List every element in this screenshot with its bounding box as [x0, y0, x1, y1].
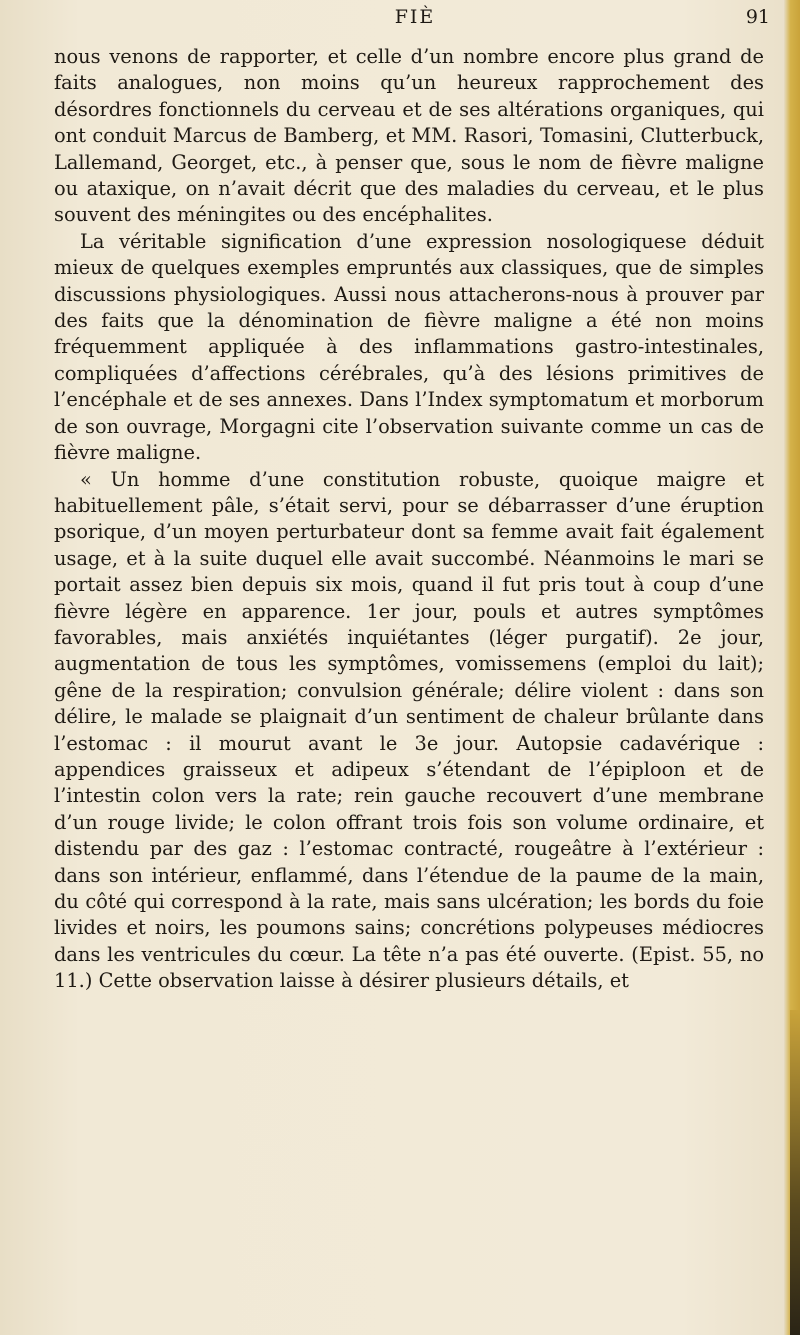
page-number: 91	[745, 6, 770, 28]
body-text	[54, 44, 764, 995]
page-edge-shadow	[790, 1010, 800, 1335]
paragraph-1: nous venons de rapporter, et celle d’un nombre encore plus grand de faits analogues, non moins qu’un heureux rapprochement des désordres fonctionnels du cerveau et de ses altérations organiques, qui ont conduit Marcus de Bamberg, et MM. Rasori, Tomasini, Clutterbuck, Lallemand, Georget, etc., à penser que, sous le nom de fièvre maligne ou ataxique, on n’avait décrit que des maladies du cerveau, et le plus souvent des méningites ou des encéphalites.	[54, 45, 764, 227]
page-header	[50, 6, 780, 36]
running-title: FIÈ	[394, 6, 436, 28]
paragraph-3: « Un homme d’une constitution robuste, quoique maigre et habituellement pâle, s’était servi, pour se débarrasser d’une éruption psorique, d’un moyen perturbateur dont sa femme avait fait également usage, et à la suite duquel elle avait succombé. Néanmoins le mari se portait assez bien depuis six mois, quand il fut pris tout à coup d’une fièvre légère en apparence. 1er jour, pouls et autres symptômes favorables, mais anxiétés inquiétantes (léger purgatif). 2e jour, augmentation de tous les symptômes, vomissemens (emploi du lait); gêne de la respiration; convulsion générale; délire violent : dans son délire, le malade se plaignait d’un sentiment de chaleur brûlante dans l’estomac : il mourut avant le 3e jour. Autopsie cadavérique : appendices graisseux et adipeux s’étendant de l’épiploon et de l’intestin colon vers la rate; rein gauche recouvert d’une membrane d’un rouge livide; le colon offrant trois fois son volume ordinaire, et distendu par des gaz : l’estomac contracté, rougeâtre à l’extérieur : dans son intérieur, enflammé, dans l’étendue de la paume de la main, du côté qui correspond à la rate, mais sans ulcération; les bords du foie livides et noirs, les poumons sains; concrétions polypeuses médiocres dans les ventricules du cœur. La tête n’a pas été ouverte. (Epist. 55, no 11.) Cette observation laisse à désirer plusieurs détails, et	[54, 467, 764, 993]
paragraph-2: La véritable signification d’une expression nosologiquese déduit mieux de quelques exemples empruntés aux classiques, que de simples discussions physiologiques. Aussi nous attacherons-nous à prouver par des faits que la dénomination de fièvre maligne a été non moins fréquemment appliquée à des inflammations gastro-intestinales, compliquées d’affections cérébrales, qu’à des lésions primitives de l’encéphale et de ses annexes. Dans l’Index symptomatum et morborum de son ouvrage, Morgagni cite l’observation suivante comme un cas de fièvre maligne.	[54, 229, 764, 465]
